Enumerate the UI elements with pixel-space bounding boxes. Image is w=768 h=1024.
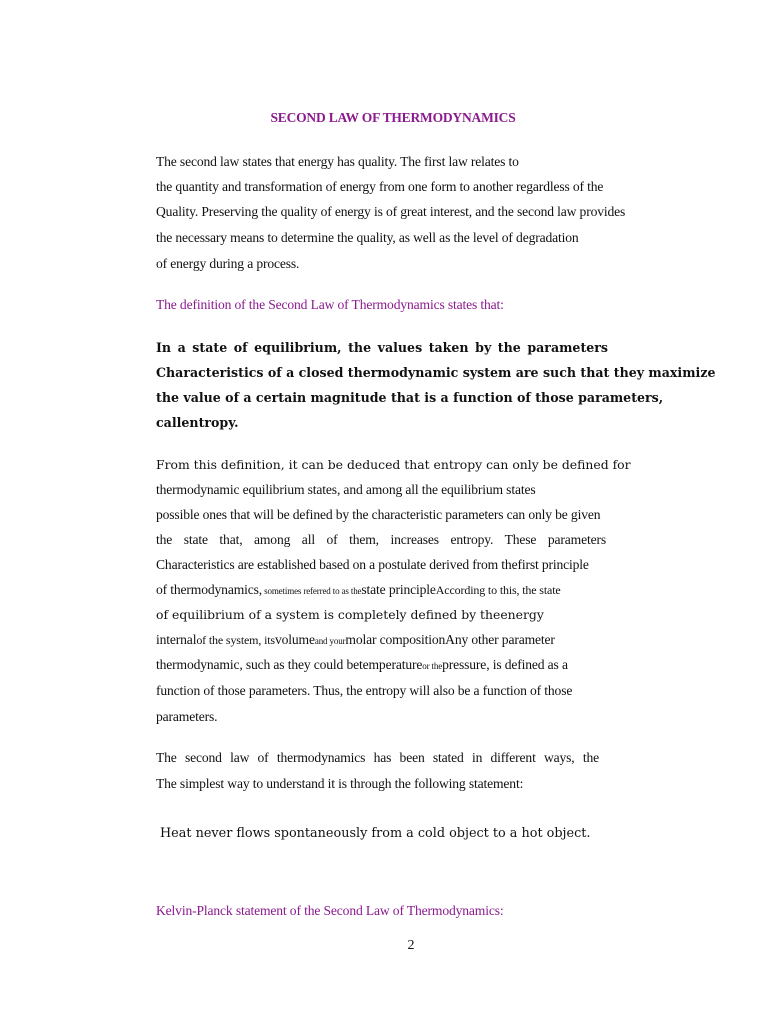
deduction-line: function of those parameters. Thus, the entropy will also be a function of those [156,683,573,698]
deduction-text: temperature [358,657,423,672]
deduction-small-text: and your [314,636,346,646]
deduction-text: molar composition [345,632,446,647]
deduction-text: thermodynamic, such as they could be [156,657,359,672]
intro-line: Quality. Preserving the quality of energy is of great interest, and the second law provides [156,204,626,219]
intro-line: The second law states that energy has quality. The first law relates to [156,154,519,169]
deduction-line: From this definition, it can be deduced that entropy can only be defined for [156,457,631,472]
intro-line: of energy during a process. [156,256,300,271]
document-title: SECOND LAW OF THERMODYNAMICS [270,110,516,125]
deduction-line: possible ones that will be defined by the characteristic parameters can only be given [156,507,601,522]
deduction-text: state principle [361,582,436,597]
deduction-small-text: or the [422,661,443,671]
deduction-line: of equilibrium of a system is completely defined by theenergy [156,607,544,622]
deduction-text: pressure [442,657,487,672]
intro-line: the quantity and transformation of energy from one form to another regardless of the [156,179,604,194]
intro-line: the necessary means to determine the quality, as well as the level of degradation [156,230,579,245]
definition-heading: The definition of the Second Law of Thermodynamics states that: [156,297,504,312]
deduction-text: internal [156,632,197,647]
deduction-text: According to this, the state [435,583,561,597]
page-number: 2 [407,938,415,953]
definition-line: In a state of equilibrium, the values taken by the parameters [156,340,608,355]
deduction-line [156,582,561,598]
deduction-line: thermodynamic equilibrium states, and among all the equilibrium states [156,482,536,497]
ways-line: The second law of thermodynamics has been stated in different ways, the [156,750,599,765]
deduction-text: Any other parameter [445,632,555,647]
kelvin-planck-heading: Kelvin-Planck statement of the Second Law of Thermodynamics: [156,903,504,918]
deduction-text: of the system, its [196,633,275,647]
deduction-line [156,632,555,648]
definition-line: callentropy. [156,415,239,430]
deduction-line: Characteristics are established based on a postulate derived from thefirst principle [156,557,589,572]
deduction-line [156,657,568,673]
deduction-small-text: sometimes referred to as the [262,586,362,596]
deduction-text: volume [274,632,315,647]
heat-statement: Heat never flows spontaneously from a cold object to a hot object. [160,826,591,841]
deduction-text: of thermodynamics, [156,582,263,597]
deduction-line: parameters. [156,709,218,724]
definition-line: Characteristics of a closed thermodynamic system are such that they maximize [156,365,716,380]
ways-line: The simplest way to understand it is through the following statement: [156,776,524,791]
definition-line: the value of a certain magnitude that is a function of those parameters, [156,390,664,405]
deduction-line: the state that, among all of them, increases entropy. These parameters [156,532,606,547]
deduction-text: , is defined as a [486,657,568,672]
